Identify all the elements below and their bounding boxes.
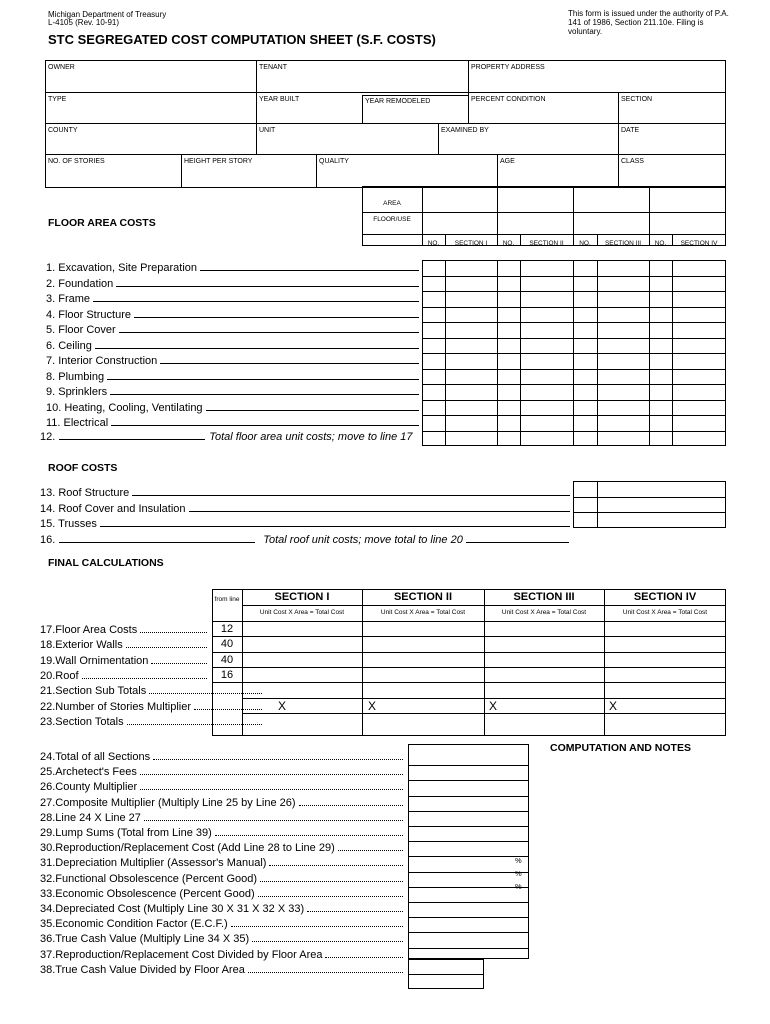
line-16: 16. Total roof unit costs; move total to line 20	[40, 534, 572, 546]
department-name: Michigan Department of Treasury	[48, 10, 167, 19]
owner-field[interactable]: OWNER	[48, 64, 75, 71]
final-section-4-header: SECTION IV	[633, 591, 697, 603]
authority-note: This form is issued under the authority of P.A. 141 of 1986, Section 211.10e. Filing is voluntary.	[568, 9, 729, 36]
final-section-3-header: SECTION III	[513, 591, 575, 603]
total-item-29: 29.Lump Sums (Total from Line 39)	[40, 827, 406, 839]
no-col-3: NO.	[579, 240, 591, 247]
from-line-20: 16	[220, 668, 234, 681]
floor-area-costs-heading: FLOOR AREA COSTS	[48, 217, 156, 229]
final-item-19: 19.Wall Ornimentation	[40, 655, 210, 667]
total-item-27: 27.Composite Multiplier (Multiply Line 25 by Line 26)	[40, 797, 406, 809]
floor-use-label: FLOOR/USE	[373, 216, 411, 223]
final-item-22: 22.Number of Stories Multiplier	[40, 701, 265, 713]
stories-field[interactable]: NO. OF STORIES	[48, 158, 105, 165]
total-item-33: 33.Economic Obsolescence (Percent Good)	[40, 888, 406, 900]
unit-field[interactable]: UNIT	[259, 127, 276, 134]
from-line-header: from line	[214, 596, 240, 603]
area-label: AREA	[383, 200, 401, 207]
total-item-25: 25.Archetect's Fees	[40, 766, 406, 778]
total-item-38: 38.True Cash Value Divided by Floor Area	[40, 964, 406, 976]
floor-item-11: 11. Electrical	[46, 417, 422, 429]
floor-item-10: 10. Heating, Cooling, Ventilating	[46, 402, 422, 414]
floor-item-8: 8. Plumbing	[46, 371, 422, 383]
total-item-31: 31.Depreciation Multiplier (Assessor's Manual)	[40, 857, 406, 869]
final-item-23: 23.Section Totals	[40, 716, 265, 728]
percent-condition-field[interactable]: PERCENT CONDITION	[471, 96, 546, 103]
tenant-field[interactable]: TENANT	[259, 64, 287, 71]
floor-section-3-header: SECTION III	[604, 240, 642, 247]
no-col-4: NO.	[654, 240, 667, 247]
type-field[interactable]: TYPE	[48, 96, 67, 103]
class-field[interactable]: CLASS	[621, 158, 644, 165]
total-item-36: 36.True Cash Value (Multiply Line 34 X 35)	[40, 933, 406, 945]
county-field[interactable]: COUNTY	[48, 127, 78, 134]
final-item-21: 21.Section Sub Totals	[40, 685, 265, 697]
floor-item-6: 6. Ceiling	[46, 340, 422, 352]
form-number: L-4105 (Rev. 10-91)	[48, 18, 119, 27]
x-mark-section-2: X	[368, 699, 377, 713]
section-field[interactable]: SECTION	[621, 96, 653, 103]
final-item-20: 20.Roof	[40, 670, 210, 682]
page-title: STC SEGREGATED COST COMPUTATION SHEET (S.F. COSTS)	[48, 32, 436, 47]
final-item-18: 18.Exterior Walls	[40, 639, 210, 651]
from-line-18: 40	[220, 638, 234, 651]
floor-item-2: 2. Foundation	[46, 278, 422, 290]
final-subheader-1: Unit Cost X Area = Total Cost	[259, 609, 345, 616]
no-col-2: NO.	[502, 240, 515, 247]
percent-32: %	[515, 869, 522, 878]
line-12: 12. Total floor area unit costs; move to line 17	[40, 431, 413, 443]
final-section-2-header: SECTION II	[393, 591, 453, 603]
roof-costs-heading: ROOF COSTS	[48, 462, 118, 474]
final-subheader-2: Unit Cost X Area = Total Cost	[380, 609, 466, 616]
age-field[interactable]: AGE	[500, 158, 515, 165]
floor-item-7: 7. Interior Construction	[46, 355, 422, 367]
computation-notes-heading: COMPUTATION AND NOTES	[550, 742, 691, 754]
property-info-grid	[45, 60, 726, 188]
final-calculations-heading: FINAL CALCULATIONS	[48, 557, 164, 569]
roof-item-13: 13. Roof Structure	[40, 487, 573, 499]
roof-costs-grid[interactable]	[573, 481, 726, 528]
final-subheader-3: Unit Cost X Area = Total Cost	[501, 609, 587, 616]
total-item-28: 28.Line 24 X Line 27	[40, 812, 406, 824]
examined-by-field[interactable]: EXAMINED BY	[441, 127, 489, 134]
totals-grid[interactable]	[408, 744, 529, 959]
final-item-17: 17.Floor Area Costs	[40, 624, 210, 636]
floor-item-3: 3. Frame	[46, 293, 422, 305]
total-item-26: 26.County Multiplier	[40, 781, 406, 793]
date-field[interactable]: DATE	[621, 127, 640, 134]
floor-section-1-header: SECTION I	[454, 240, 488, 247]
year-built-field[interactable]: YEAR BUILT	[259, 96, 300, 103]
total-item-30: 30.Reproduction/Replacement Cost (Add Line 28 to Line 29)	[40, 842, 406, 854]
floor-section-4-header: SECTION IV	[680, 240, 718, 247]
x-mark-section-3: X	[489, 699, 498, 713]
from-line-17: 12	[220, 623, 234, 635]
height-per-story-field[interactable]: HEIGHT PER STORY	[184, 158, 253, 165]
total-item-34: 34.Depreciated Cost (Multiply Line 30 X 31 X 32 X 33)	[40, 903, 406, 915]
total-item-32: 32.Functional Obsolescence (Percent Good)	[40, 873, 406, 885]
total-item-35: 35.Economic Condition Factor (E.C.F.)	[40, 918, 406, 930]
floor-item-4: 4. Floor Structure	[46, 309, 422, 321]
percent-33: %	[515, 882, 522, 891]
total-item-37: 37.Reproduction/Replacement Cost Divided by Floor Area	[40, 949, 406, 961]
final-subheader-4: Unit Cost X Area = Total Cost	[622, 609, 708, 616]
final-section-1-header: SECTION I	[274, 591, 330, 603]
floor-item-5: 5. Floor Cover	[46, 324, 422, 336]
percent-31: %	[515, 856, 522, 865]
floor-item-9: 9. Sprinklers	[46, 386, 422, 398]
year-remodeled-field[interactable]: YEAR REMODELED	[365, 98, 431, 105]
from-line-19: 40	[220, 653, 234, 666]
floor-section-2-header: SECTION II	[529, 240, 564, 247]
roof-item-14: 14. Roof Cover and Insulation	[40, 503, 573, 515]
roof-item-15: 15. Trusses	[40, 518, 573, 530]
property-address-field[interactable]: PROPERTY ADDRESS	[471, 64, 545, 71]
x-mark-section-4: X	[609, 699, 618, 713]
x-mark-section-1: X	[278, 699, 287, 713]
total-item-24: 24.Total of all Sections	[40, 751, 406, 763]
quality-field[interactable]: QUALITY	[319, 158, 349, 165]
floor-item-1: 1. Excavation, Site Preparation	[46, 262, 422, 274]
no-col-1: NO.	[427, 240, 440, 247]
